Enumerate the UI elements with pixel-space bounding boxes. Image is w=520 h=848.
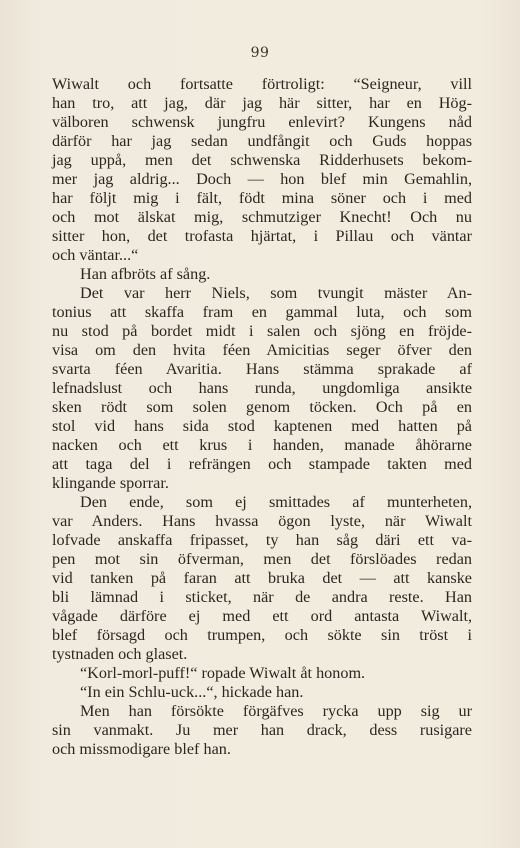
text-line: blef försagd och trumpen, och sökte sin tröst i bbox=[52, 626, 472, 644]
text-line: Wiwalt och fortsatte förtroligt: “Seigneur, vill bbox=[52, 75, 472, 93]
text-line: jag uppå, men det schwenska Ridderhusets bekom- bbox=[52, 151, 472, 169]
text-line: tystnaden och glaset. bbox=[52, 645, 188, 663]
text-line: Han afbröts af sång. bbox=[80, 265, 211, 283]
text-line: vid tanken på faran att bruka det — att kanske bbox=[52, 569, 472, 587]
text-line: Den ende, som ej smittades af munterheten, bbox=[80, 493, 472, 511]
text-line: pen mot sin öfverman, men det förslöades redan bbox=[52, 550, 472, 568]
text-line: nu stod på bordet midt i salen och sjöng en fröjde- bbox=[52, 322, 472, 340]
text-line: och väntar...“ bbox=[52, 246, 139, 264]
text-line: tonius att skaffa fram en gammal luta, och som bbox=[52, 303, 472, 321]
text-line: lefnadslust och hans runda, ungdomliga ansikte bbox=[52, 379, 472, 397]
text-line: sitter hon, det trofasta hjärtat, i Pillau och väntar bbox=[52, 227, 472, 245]
text-line: att taga del i refrängen och stampade takten med bbox=[52, 455, 472, 473]
text-line: var Anders. Hans hvassa ögon lyste, när Wiwalt bbox=[52, 512, 472, 530]
text-line: lofvade anskaffa fripasset, ty han såg däri ett va- bbox=[52, 531, 472, 549]
text-line: “In ein Schlu-uck...“, hickade han. bbox=[80, 683, 304, 701]
text-line: svarta féen Avaritia. Hans stämma sprakade af bbox=[52, 360, 472, 378]
text-line: sken rödt som solen genom töcken. Och på en bbox=[52, 398, 472, 416]
text-line: har följt mig i fält, födt mina söner och i med bbox=[52, 189, 472, 207]
text-line: han tro, att jag, där jag här sitter, har en Hög- bbox=[52, 94, 472, 112]
text-line: bli lämnad i sticket, när de andra reste. Han bbox=[52, 588, 472, 606]
body-text bbox=[52, 75, 472, 759]
text-line: mer jag aldrig... Doch — hon blef min Gemahlin, bbox=[52, 170, 472, 188]
text-line: klingande sporrar. bbox=[52, 474, 169, 492]
text-line: Men han försökte förgäfves rycka upp sig ur bbox=[80, 702, 472, 720]
text-line: välboren schwensk jungfru enlevirt? Kungens nåd bbox=[52, 113, 472, 131]
text-line: och missmodigare blef han. bbox=[52, 740, 231, 758]
text-line: vågade därföre ej med ett ord antasta Wiwalt, bbox=[52, 607, 472, 625]
text-line: visa om den hvita féen Amicitias seger öfver den bbox=[52, 341, 472, 359]
text-line: sin vanmakt. Ju mer han drack, dess rusigare bbox=[52, 721, 472, 739]
text-line: “Korl-morl-puff!“ ropade Wiwalt åt honom. bbox=[80, 664, 366, 682]
text-line: därför har jag sedan undfångit och Guds hoppas bbox=[52, 132, 472, 150]
text-line: Det var herr Niels, som tvungit mäster An- bbox=[80, 284, 472, 302]
text-line: stol vid hans sida stod kaptenen med hatten på bbox=[52, 417, 472, 435]
page-number: 99 bbox=[250, 45, 270, 61]
text-line: nacken och ett krus i handen, manade åhörarne bbox=[52, 436, 472, 454]
text-line: och mot älskat mig, schmutziger Knecht! Och nu bbox=[52, 208, 472, 226]
